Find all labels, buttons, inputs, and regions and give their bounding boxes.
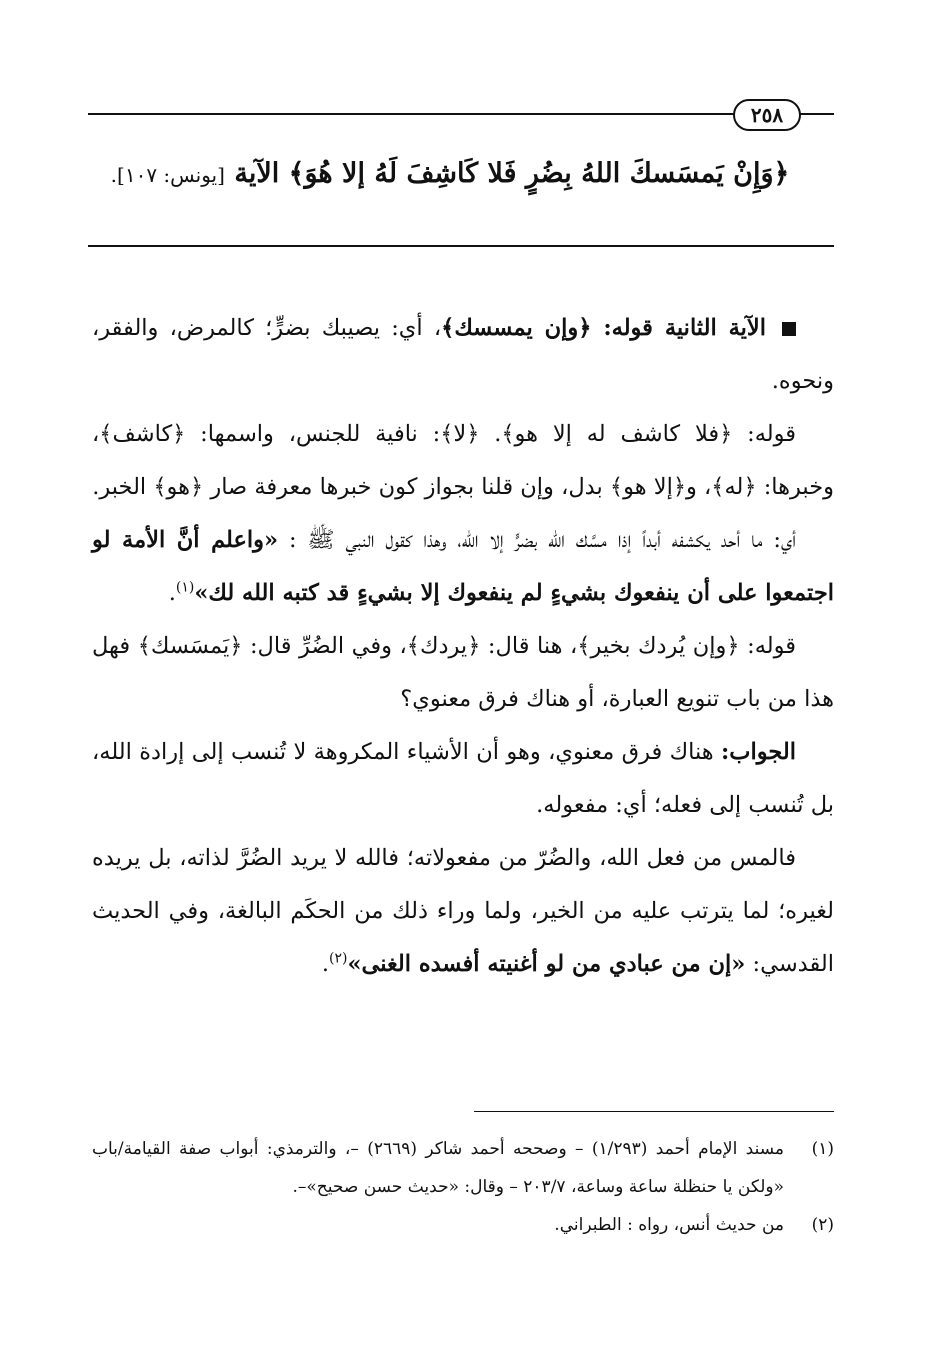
answer-label: الجواب:	[721, 739, 796, 765]
verse-text: ﴿وَإِنْ يَمسَسكَ اللهُ بِضُرٍ فَلا كَاشِفَ لَهُ إلا هُوَ﴾ الآية	[234, 158, 790, 189]
header-rule	[88, 113, 834, 115]
paragraph-2-text: قوله: ﴿فلا كاشف له إلا هو﴾. ﴿لا﴾: نافية للجنس، واسمها: ﴿كاشف﴾، وخبرها: ﴿له﴾، و﴿إلا هو﴾ بدل، وإن قلنا بجواز كون خبرها معرفة صار ﴿هو﴾ الخبر.	[92, 421, 834, 500]
footnote-1	[92, 1130, 834, 1206]
paragraph-2	[92, 408, 834, 514]
footnote-2-text: من حديث أنس، رواه : الطبراني.	[554, 1215, 784, 1235]
paragraph-5-text: هناك فرق معنوي، وهو أن الأشياء المكروهة لا تُنسب إلى إرادة الله، بل تُنسب إلى فعله؛ أي: مفعوله.	[92, 739, 834, 818]
paragraph-3: أي: ما أحد يكشفه أبداً إذا مسَّك الله بضرٍّ إلا الله، وهذا كقول النبي ﷺ : «واعلم أنَّ الأمة لو اجتمعوا على أن ينفعوك بشيءٍ لم ينفعوك إلا بشيءٍ قد كتبه الله لك»$^{(١)}$.	[92, 527, 834, 606]
paragraph-6: فالمس من فعل الله، والضُرّ من مفعولاته؛ فالله لا يريد الضُرَّ لذاته، بل يريده لغيره؛ لما يترتب عليه من الخير، ولما وراء ذلك من الحكَم البالغة، وفي الحديث القدسي: «إن من عبادي من لو أغنيته أفسده الغنى»$^{(٢)}$.	[92, 845, 834, 977]
paragraph-6-text: فالمس من فعل الله، والضُرّ من مفعولاته؛ فالله لا يريد الضُرَّ لذاته، بل يريده لغيره؛ لما يترتب عليه من الخير، ولما وراء ذلك من الحكَم البالغة، وفي الحديث القدسي:	[92, 845, 834, 977]
footnote-2	[92, 1206, 834, 1244]
page-number: ٢٥٨	[733, 99, 801, 131]
footnote-1-number: (١)	[811, 1139, 834, 1159]
paragraph-1-lead: الآية الثانية قوله: ﴿وإن يمسسك﴾	[441, 315, 766, 341]
paragraph-4-text: قوله: ﴿وإن يُردك بخير﴾، هنا قال: ﴿يردك﴾، وفي الضُرِّ قال: ﴿يَمسَسك﴾ فهل هذا من باب تنويع العبارة، أو هناك فرق معنوي؟	[92, 633, 834, 712]
footnote-rule	[474, 1111, 834, 1112]
paragraph-3-text: أي: ما أحد يكشفه أبداً إذا مسَّك الله بضرٍّ إلا الله، وهذا كقول النبي ﷺ :	[288, 527, 797, 553]
hadith-quote-1: «واعلم أنَّ الأمة لو اجتمعوا على أن ينفعوك بشيءٍ لم ينفعوك إلا بشيءٍ قد كتبه الله لك»	[92, 527, 834, 606]
paragraph-4	[92, 620, 834, 726]
footnote-2-number: (٢)	[811, 1215, 834, 1235]
footnote-1-text: مسند الإمام أحمد (١/٢٩٣) – وصححه أحمد شاكر (٢٦٦٩) –، والترمذي: أبواب صفة القيامة/باب «ولكن يا حنظلة ساعة وساعة، ٢٠٣/٧ – وقال: «حديث حسن صحيح»–.	[92, 1139, 784, 1197]
quran-verse	[60, 158, 840, 189]
verse-reference: [يونس: ١٠٧].	[110, 163, 225, 187]
paragraph-1-text: ، أي: يصيبك بضرٍّ؛ كالمرض، والفقر، ونحوه.	[92, 315, 834, 394]
hadith-quote-2: «إن من عبادي من لو أغنيته أفسده الغنى»	[347, 951, 746, 977]
footnotes	[92, 1130, 834, 1244]
square-bullet-icon	[782, 322, 796, 336]
footnote-mark-2: (٢)	[328, 950, 348, 967]
footnote-mark-1: (١)	[175, 579, 195, 596]
verse-rule	[88, 245, 834, 247]
paragraph-5	[92, 726, 834, 832]
main-text	[92, 302, 834, 991]
paragraph-1	[92, 302, 834, 408]
